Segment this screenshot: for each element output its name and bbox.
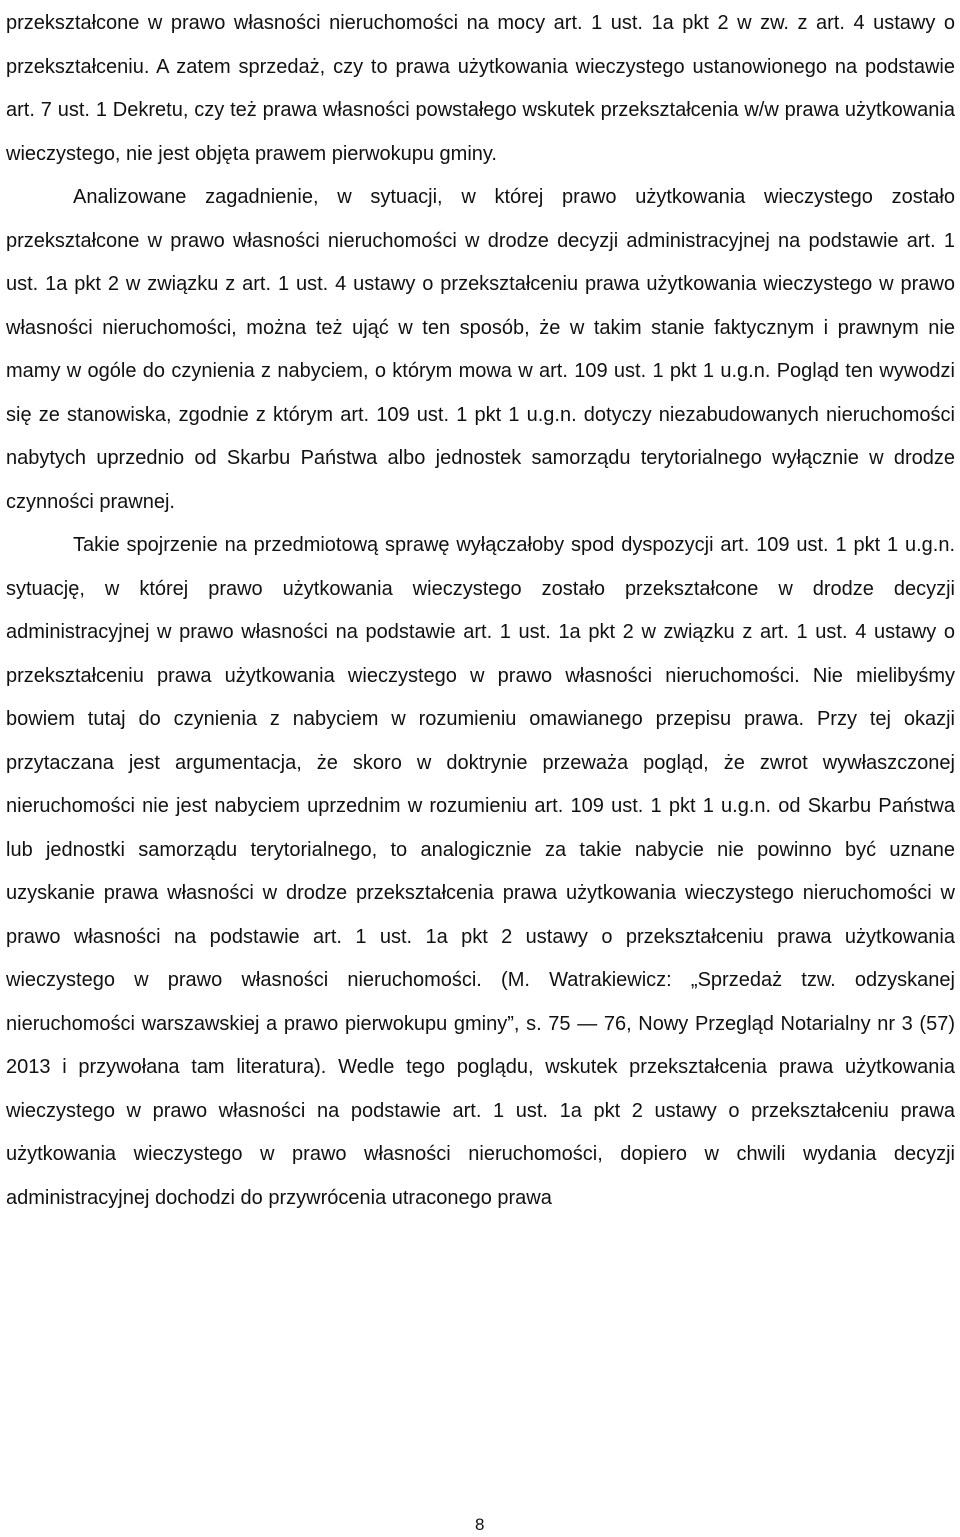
page-number: 8 bbox=[475, 1515, 485, 1534]
paragraph-1: przekształcone w prawo własności nieruchomości na mocy art. 1 ust. 1a pkt 2 w zw. z art. 4 ustawy o przekształceniu. A zatem sprzedaż, czy to prawa użytkowania wieczystego ustanowionego na podstawie art. 7 ust. 1 Dekretu, czy też prawa własności powstałego wskutek przekształcenia w/w prawa użytkowania wieczystego, nie jest objęta prawem pierwokupu gminy. bbox=[6, 12, 955, 165]
paragraph-2: Analizowane zagadnienie, w sytuacji, w której prawo użytkowania wieczystego zostało przekształcone w prawo własności nieruchomości w drodze decyzji administracyjnej na podstawie art. 1 ust. 1a pkt 2 w związku z art. 1 ust. 4 ustawy o przekształceniu prawa użytkowania wieczystego w prawo własności nieruchomości, można też ująć w ten sposób, że w takim stanie faktycznym i prawnym nie mamy w ogóle do czynienia z nabyciem, o którym mowa w art. 109 ust. 1 pkt 1 u.g.n. Pogląd ten wywodzi się ze stanowiska, zgodnie z którym art. 109 ust. 1 pkt 1 u.g.n. dotyczy niezabudowanych nieruchomości nabytych uprzednio od Skarbu Państwa albo jednostek samorządu terytorialnego wyłącznie w drodze czynności prawnej. bbox=[6, 186, 955, 513]
body-text bbox=[6, 2, 955, 1220]
paragraph-3: Takie spojrzenie na przedmiotową sprawę wyłączałoby spod dyspozycji art. 109 ust. 1 pkt 1 u.g.n. sytuację, w której prawo użytkowania wieczystego zostało przekształcone w drodze decyzji administracyjnej w prawo własności na podstawie art. 1 ust. 1a pkt 2 w związku z art. 1 ust. 4 ustawy o przekształceniu prawa użytkowania wieczystego w prawo własności nieruchomości. Nie mielibyśmy bowiem tutaj do czynienia z nabyciem w rozumieniu omawianego przepisu prawa. Przy tej okazji przytaczana jest argumentacja, że skoro w doktrynie przeważa pogląd, że zwrot wywłaszczonej nieruchomości nie jest nabyciem uprzednim w rozumieniu art. 109 ust. 1 pkt 1 u.g.n. od Skarbu Państwa lub jednostki samorządu terytorialnego, to analogicznie za takie nabycie nie powinno być uznane uzyskanie prawa własności w drodze przekształcenia prawa użytkowania wieczystego nieruchomości w prawo własności na podstawie art. 1 ust. 1a pkt 2 ustawy o przekształceniu prawa użytkowania wieczystego w prawo własności nieruchomości. (M. Watrakiewicz: „Sprzedaż tzw. odzyskanej nieruchomości warszawskiej a prawo pierwokupu gminy”, s. 75 — 76, Nowy Przegląd Notarialny nr 3 (57) 2013 i przywołana tam literatura). Wedle tego poglądu, wskutek przekształcenia prawa użytkowania wieczystego w prawo własności na podstawie art. 1 ust. 1a pkt 2 ustawy o przekształceniu prawa użytkowania wieczystego w prawo własności nieruchomości, dopiero w chwili wydania decyzji administracyjnej dochodzi do przywrócenia utraconego prawa bbox=[6, 534, 955, 1209]
